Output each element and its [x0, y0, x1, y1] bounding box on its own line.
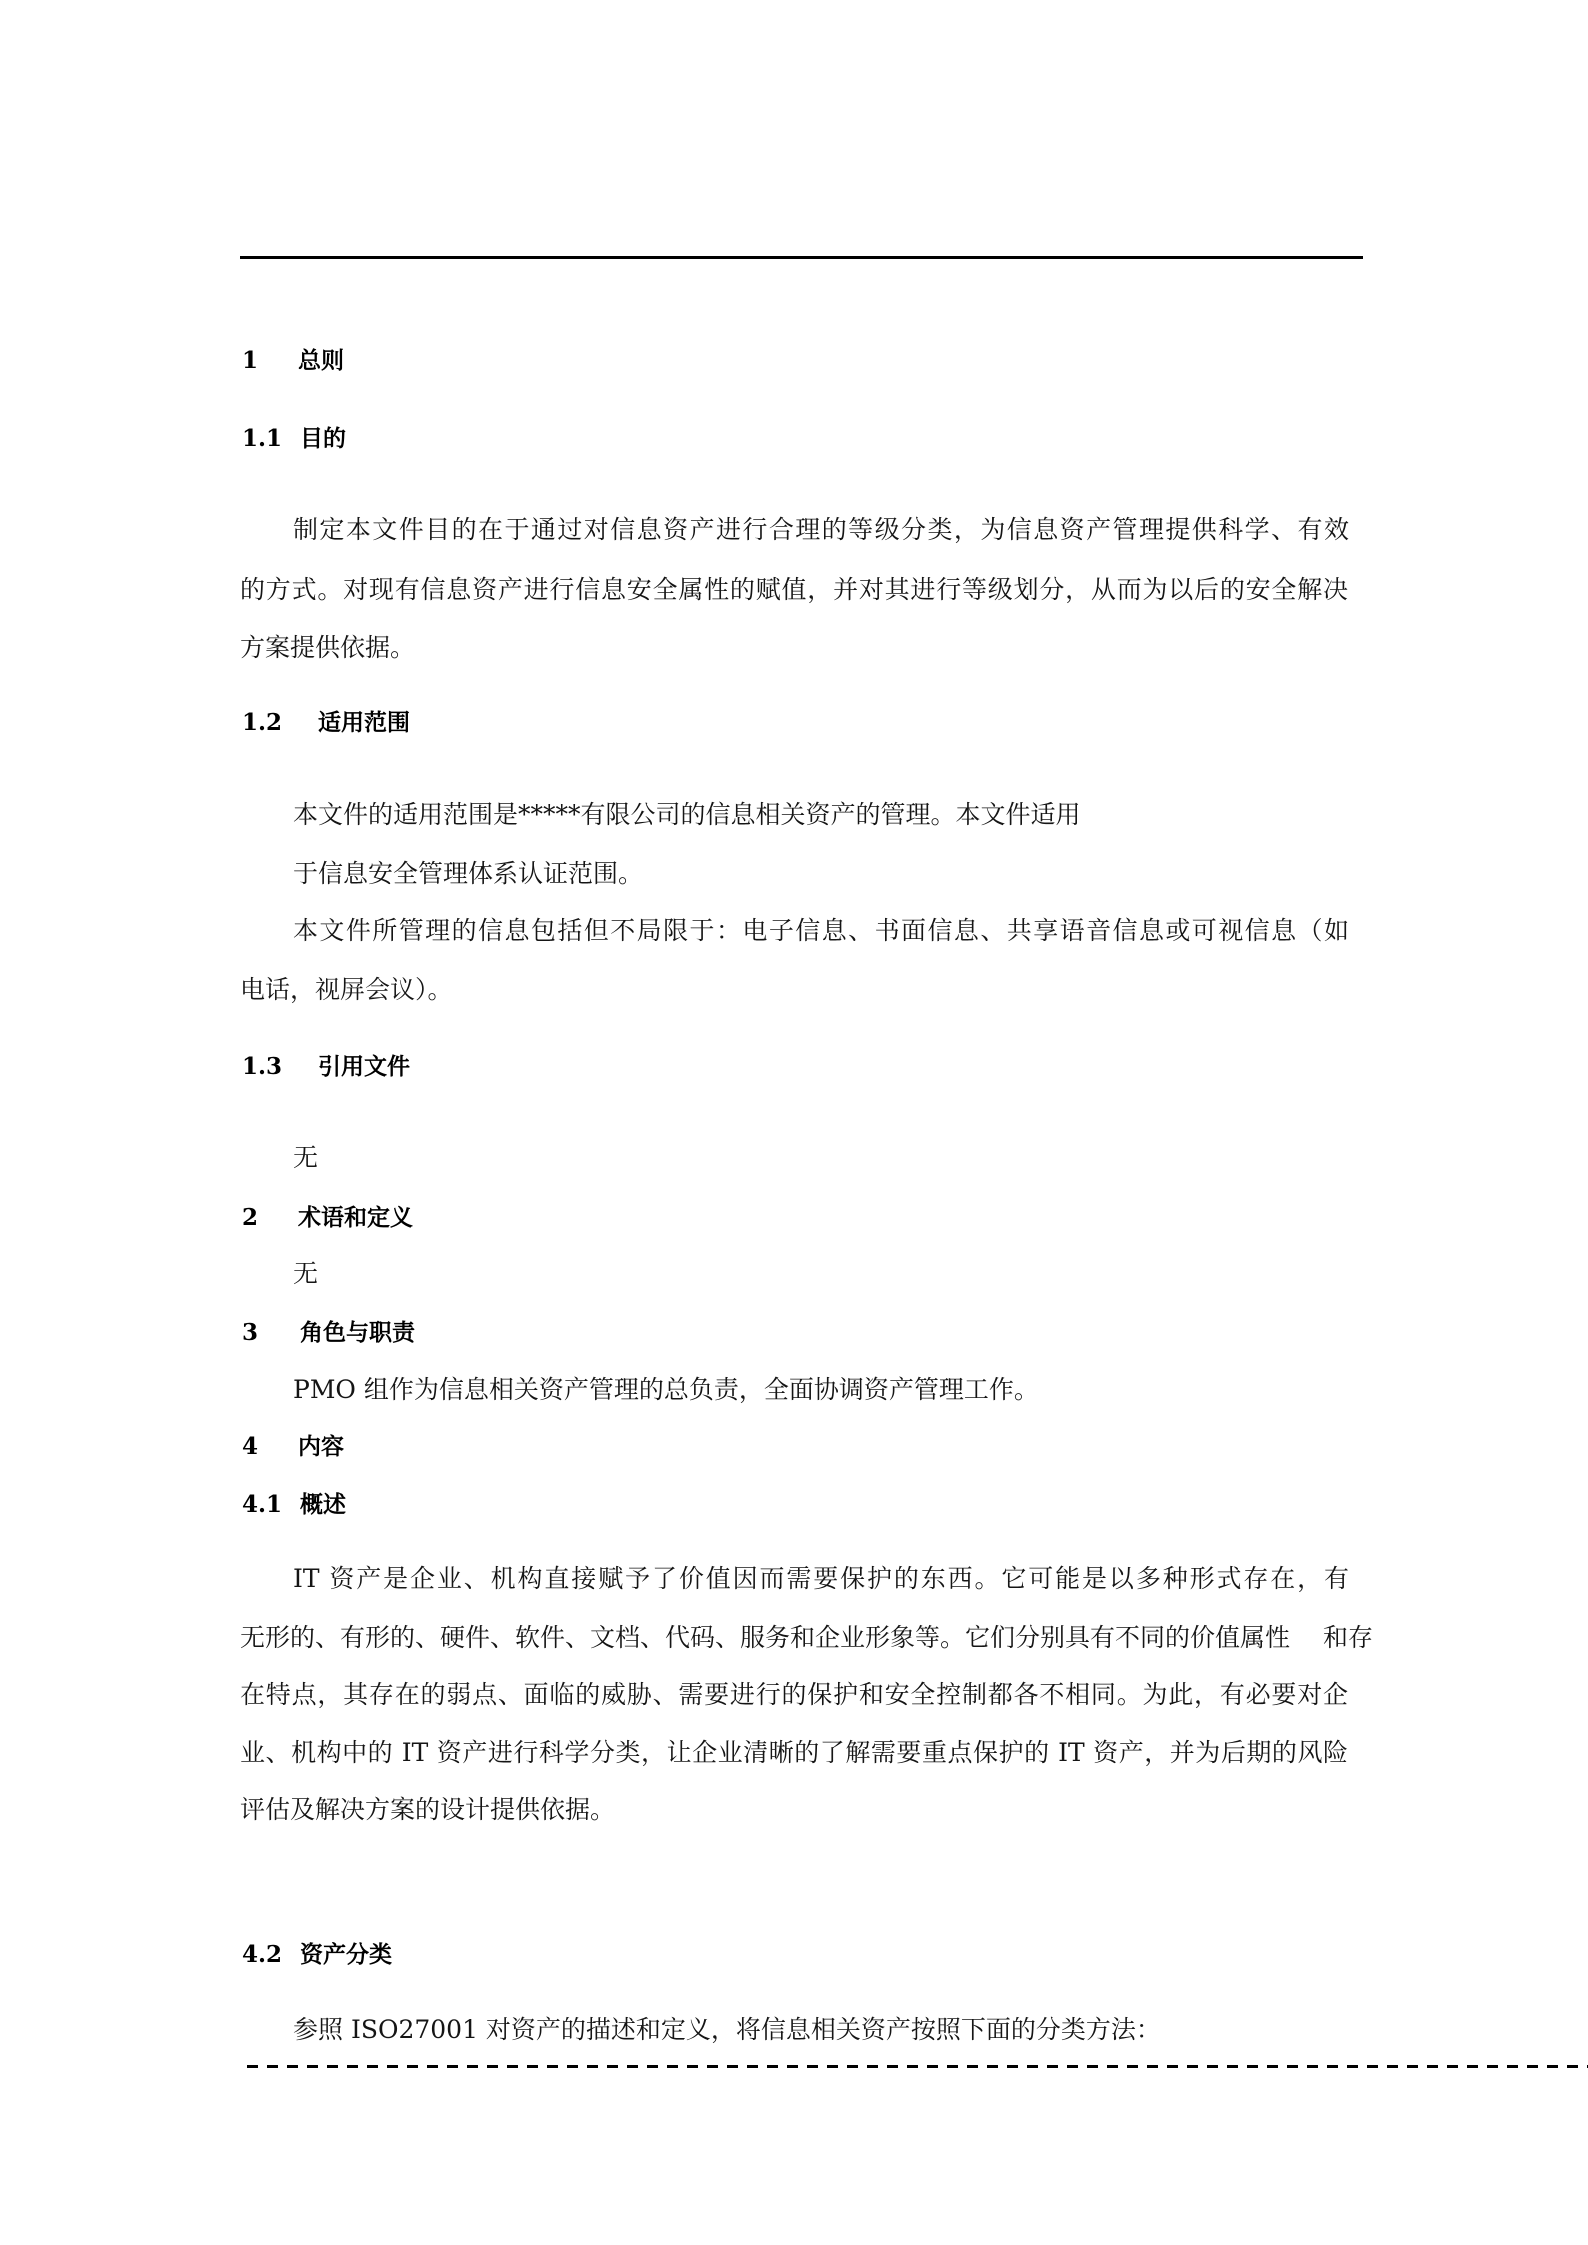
heading-number: 4 — [242, 1433, 259, 1460]
heading-3 — [242, 1318, 415, 1348]
heading-title: 适用范围 — [318, 710, 410, 736]
heading-number: 3 — [242, 1319, 259, 1346]
paragraph-line: PMO 组作为信息相关资产管理的总负责，全面协调资产管理工作。 — [293, 1375, 1039, 1404]
heading-number: 1.1 — [242, 425, 283, 452]
paragraph-line: 无 — [293, 1259, 319, 1288]
paragraph-line: 评估及解决方案的设计提供依据。 — [240, 1795, 616, 1824]
heading-title: 内容 — [298, 1434, 344, 1460]
heading-number: 4.2 — [242, 1941, 283, 1968]
heading-4 — [242, 1432, 344, 1462]
heading-1-3 — [242, 1052, 410, 1082]
heading-2 — [242, 1203, 413, 1233]
heading-title: 总则 — [298, 348, 344, 374]
paragraph-line: 无形的、有形的、硬件、软件、文档、代码、服务和企业形象等。它们分别具有不同的价值属性 和存 — [240, 1623, 1373, 1652]
heading-4-2 — [242, 1940, 392, 1970]
heading-1-1 — [242, 424, 346, 454]
heading-number: 1 — [242, 347, 259, 374]
paragraph-line: 参照 ISO27001 对资产的描述和定义，将信息相关资产按照下面的分类方法： — [293, 2015, 1161, 2044]
heading-number: 4.1 — [242, 1491, 283, 1518]
paragraph-line: 的方式。对现有信息资产进行信息安全属性的赋值，并对其进行等级划分，从而为以后的安全解决 — [240, 575, 1348, 604]
heading-number: 1.3 — [242, 1053, 283, 1080]
header-rule — [240, 256, 1363, 259]
heading-title: 角色与职责 — [300, 1320, 415, 1346]
paragraph-line: 在特点，其存在的弱点、面临的威胁、需要进行的保护和安全控制都各不相同。为此，有必要对企 — [240, 1680, 1348, 1709]
paragraph-line: 本文件所管理的信息包括但不局限于：电子信息、书面信息、共享语音信息或可视信息（如 — [293, 916, 1349, 945]
paragraph-line: 制定本文件目的在于通过对信息资产进行合理的等级分类，为信息资产管理提供科学、有效 — [293, 515, 1349, 544]
paragraph-line: 本文件的适用范围是*****有限公司的信息相关资产的管理。本文件适用 — [293, 800, 1081, 829]
page-break-dashed-rule — [247, 2065, 1588, 2068]
heading-title: 术语和定义 — [298, 1205, 413, 1231]
paragraph-line: 电话，视屏会议）。 — [240, 975, 453, 1004]
heading-title: 资产分类 — [300, 1942, 392, 1968]
heading-1-2 — [242, 708, 410, 738]
heading-title: 目的 — [300, 426, 346, 452]
paragraph-line: 无 — [293, 1143, 319, 1172]
paragraph-line: IT 资产是企业、机构直接赋予了价值因而需要保护的东西。它可能是以多种形式存在，有 — [293, 1564, 1349, 1593]
heading-4-1 — [242, 1490, 346, 1520]
heading-title: 概述 — [300, 1492, 346, 1518]
paragraph-line: 业、机构中的 IT 资产进行科学分类，让企业清晰的了解需要重点保护的 IT 资产，并为后期的风险 — [240, 1738, 1348, 1767]
paragraph-line: 于信息安全管理体系认证范围。 — [293, 859, 644, 888]
heading-number: 1.2 — [242, 709, 283, 736]
heading-1 — [242, 346, 344, 376]
paragraph-line: 方案提供依据。 — [240, 633, 416, 662]
heading-number: 2 — [242, 1204, 259, 1231]
heading-title: 引用文件 — [318, 1054, 410, 1080]
